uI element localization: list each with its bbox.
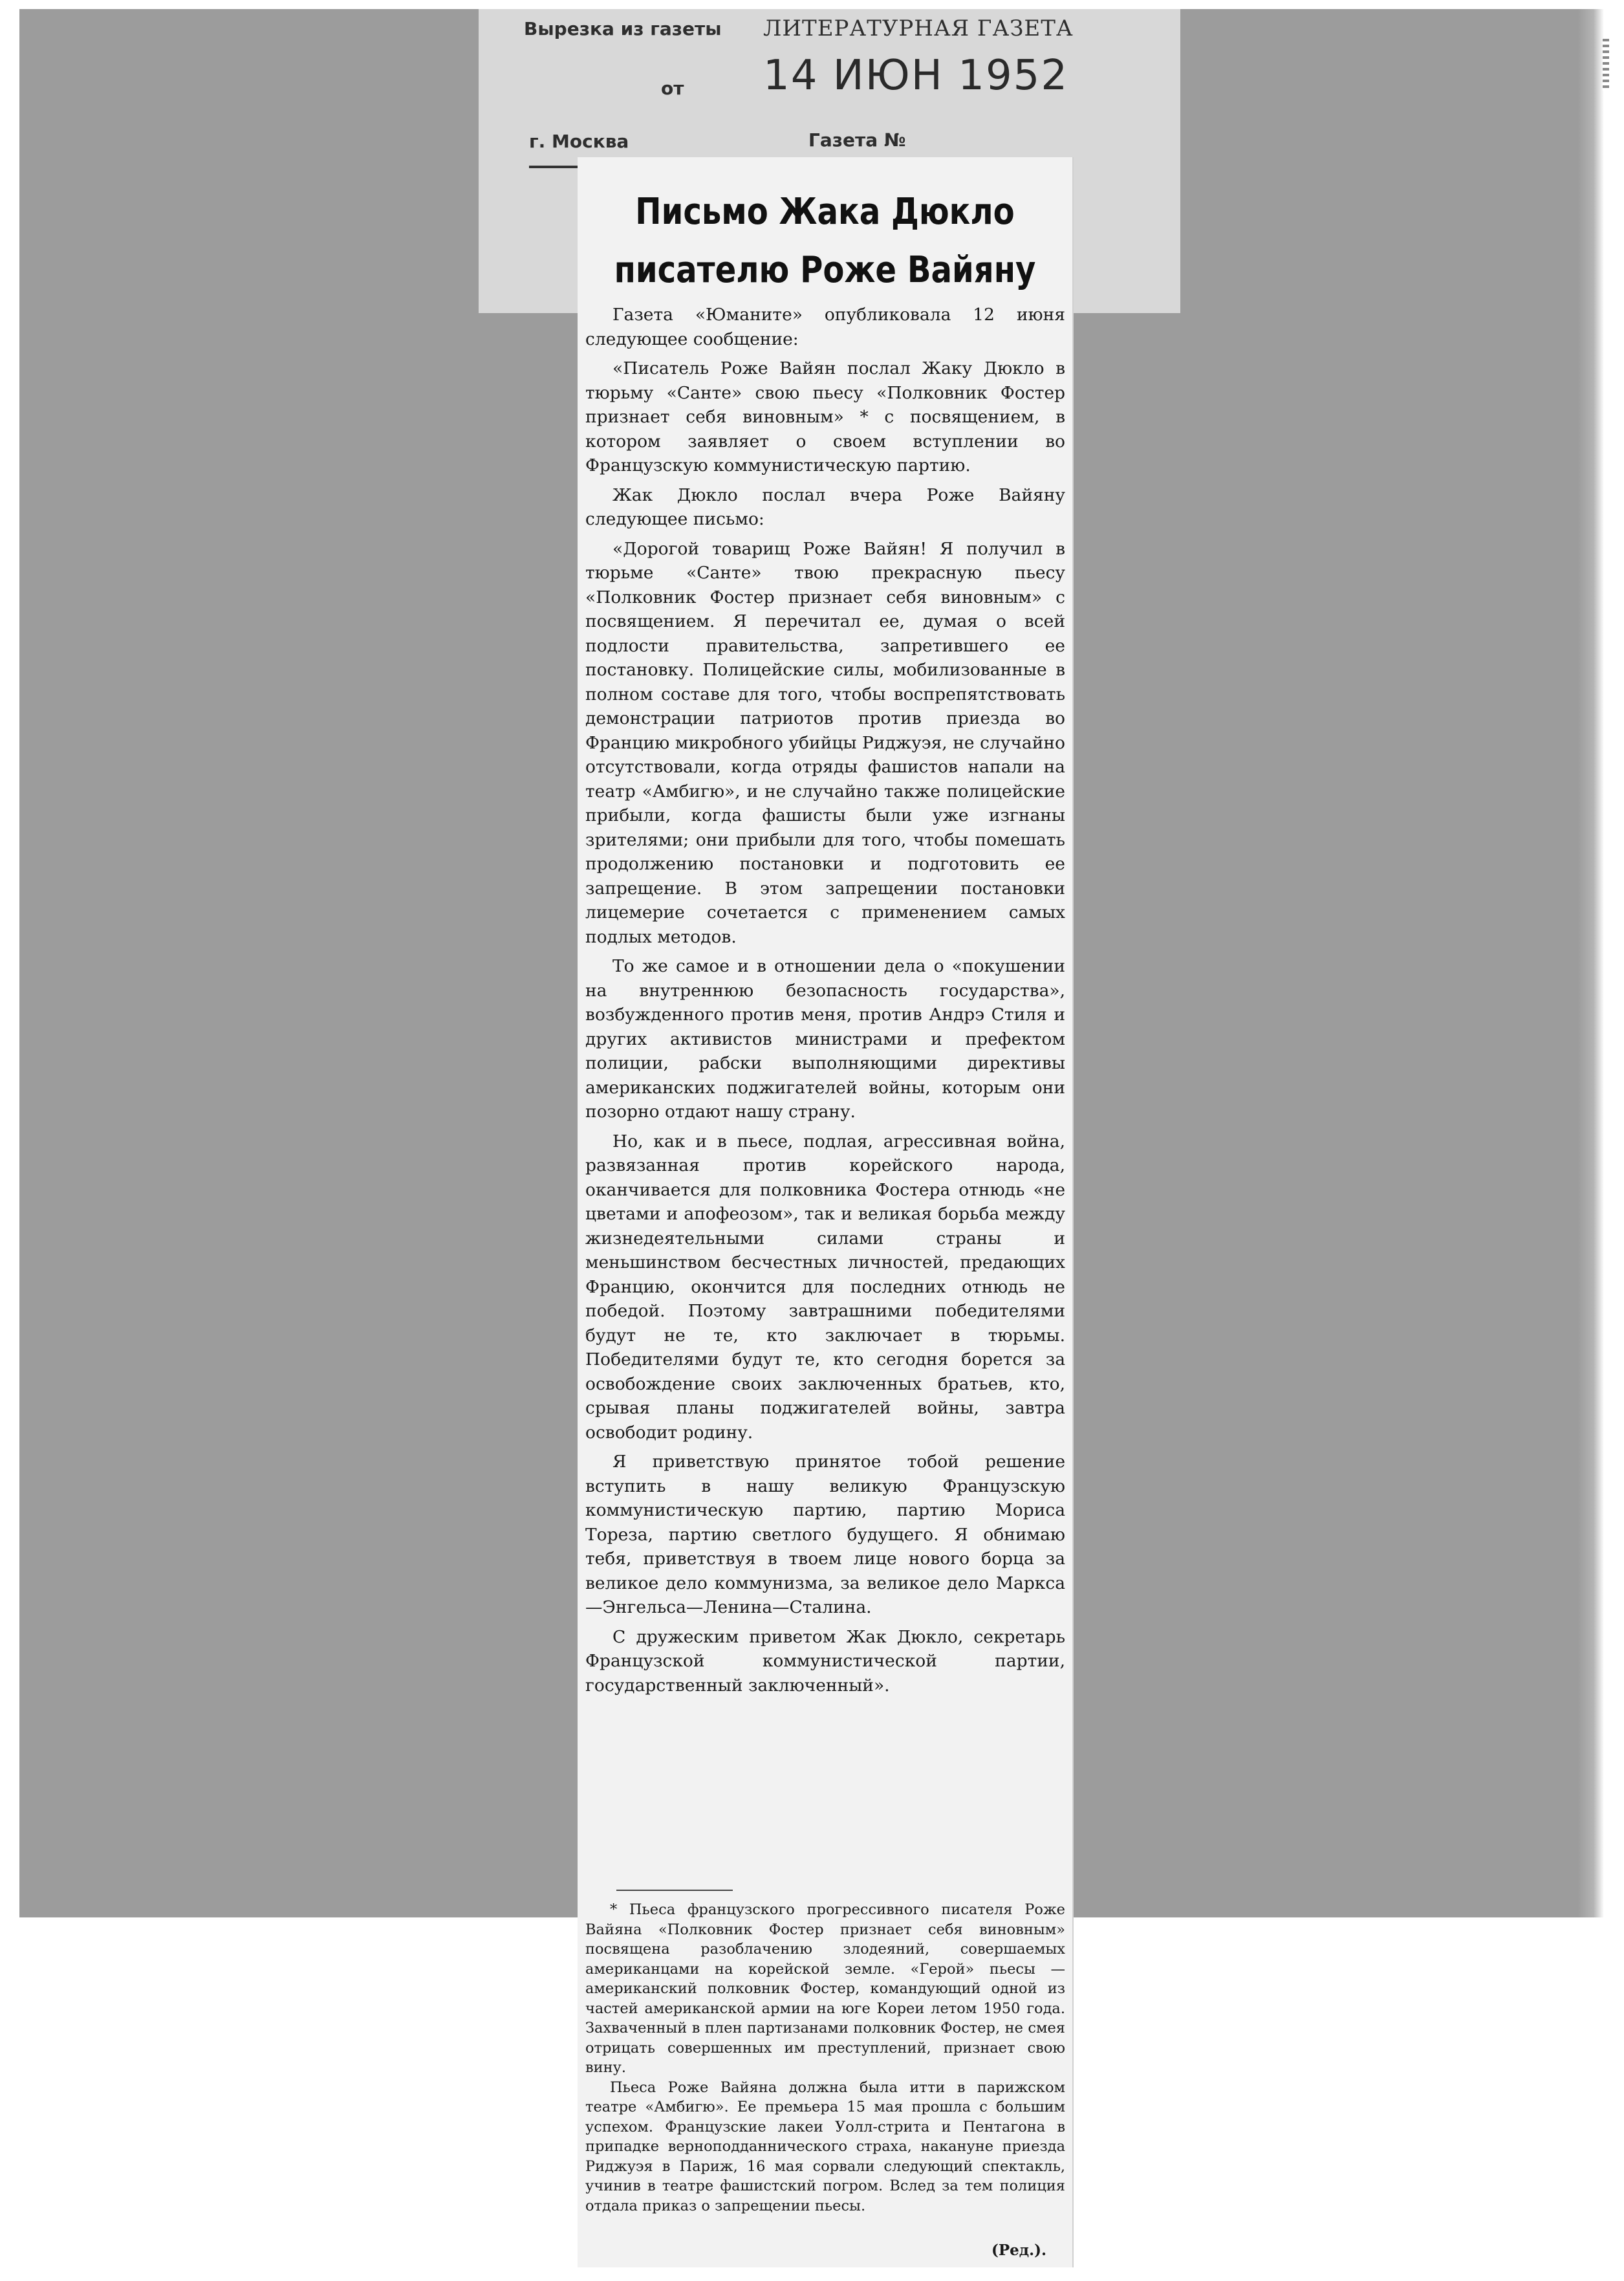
article-paragraph: С дружеским приветом Жак Дюкло, секретарь Французской коммунистической партии, государственный заключенный». (585, 1626, 1065, 1696)
article-title-line-2: писателю Роже Вайяну (614, 249, 1036, 291)
editor-mark: (Ред.). (991, 2242, 1046, 2259)
slip-label-issue: Газета № (808, 129, 906, 151)
slip-date-stamp: 14 ИЮН 1952 (763, 52, 1069, 100)
article-paragraph: «Дорогой товарищ Роже Вайян! Я получил в тюрьме «Санте» твою прекрасную пьесу «Полковник Фостер признает себя виновным» с посвящением. Я перечитал ее, думая о всей подлости правительства, запретившего ее постановку. Полицейские силы, мобилизованные в полном составе для того, чтобы воспрепятствовать демонстрации патриотов против приезда во Францию микробного убийцы Риджуэя, не случайно отсутствовали, когда отряды фашистов напали на театр «Амбигю», и не случайно также полицейские прибыли, когда фашисты были уже изгнаны зрителями; они прибыли для того, чтобы помешать продолжению постановки и подготовить ее запрещение. В этом запрещении постановки лицемерие сочетается с применением самых подлых методов. (585, 538, 1065, 947)
article-paragraph: Но, как и в пьесе, подлая, агрессивная война, развязанная против корейского народа, оканчивается для полковника Фостера отнюдь «не цветами и апофеозом», так и великая борьба между жизнедеятельными силами страны и меньшинством бесчестных личностей, предающих Францию, окончится для последних отнюдь не победой. Поэтому завтрашними победителями будут не те, кто заключает в тюрьмы. Победителями будут те, кто сегодня борется за освобождение своих заключенных братьев, кто, срывая планы поджигателей войны, завтра освободит родину. (585, 1131, 1065, 1443)
article-footnote (585, 1900, 1065, 2216)
footnote-paragraph: * Пьеса французского прогрессивного писателя Роже Вайяна «Полковник Фостер признает себя виновным» посвящена разоблачению злодеяний, совершаемых американцами на корейской земле. «Герой» пьесы — американский полковник Фостер, командующий одной из частей американской армии на юге Кореи летом 1950 года. Захваченный в плен партизанами полковник Фостер, не смея отрицать совершенных им преступлений, признает свою вину. (585, 1901, 1065, 2076)
article-paragraph: Жак Дюкло послал вчера Роже Вайяну следующее письмо: (585, 485, 1065, 529)
article-title-line-1: Письмо Жака Дюкло (635, 191, 1015, 233)
footnote-paragraph: Пьеса Роже Вайяна должна была итти в парижском театре «Амбигю». Ее премьера 15 мая прошла с большим успехом. Французские лакеи Уолл-стрита и Пентагона в припадке верноподданнического страха, накануне приезда Риджуэя в Париж, 16 мая сорвали следующий спектакль, учинив в театре фашистский погром. Вслед за тем полиция отдала приказ о запрещении пьесы. (585, 2079, 1065, 2214)
backing-board-edge (1578, 9, 1604, 1917)
article-paragraph: Газета «Юманите» опубликовала 12 июня следующее сообщение: (585, 305, 1065, 349)
article-paragraph: То же самое и в отношении дела о «покушении на внутреннюю безопасность государства», возбужденного против меня, против Андрэ Стиля и других активистов министрами и префектом полиции, рабски выполняющими директивы американских поджигателей войны, которым они позорно отдают нашу страну. (585, 956, 1065, 1122)
article-paragraph: Я приветствую принятое тобой решение вступить в нашу великую Французскую коммунистическую партию, партию Мориса Тореза, партию светлого будущего. Я обнимаю тебя, приветствуя в твоем лице нового борца за великое дело коммунизма, за великое дело Маркса—Энгельса—Ленина—Сталина. (585, 1452, 1065, 1617)
slip-paper-name: ЛИТЕРАТУРНАЯ ГАЗЕТА (763, 16, 1074, 41)
article-body (585, 303, 1065, 1703)
newspaper-clipping (578, 157, 1072, 2267)
slip-label-clipping: Вырезка из газеты (524, 18, 722, 39)
article-paragraph: «Писатель Роже Вайян послал Жаку Дюкло в тюрьму «Санте» свою пьесу «Полковник Фостер признает себя виновным» * с посвящением, в котором заявляет о своем вступлении во Французскую коммунистическую партию. (585, 358, 1065, 475)
slip-label-from: от (661, 78, 684, 99)
scan-edge-mark (1603, 39, 1609, 91)
article-title (612, 183, 1038, 300)
footnote-divider (616, 1890, 733, 1891)
slip-label-city: г. Москва (529, 131, 629, 152)
